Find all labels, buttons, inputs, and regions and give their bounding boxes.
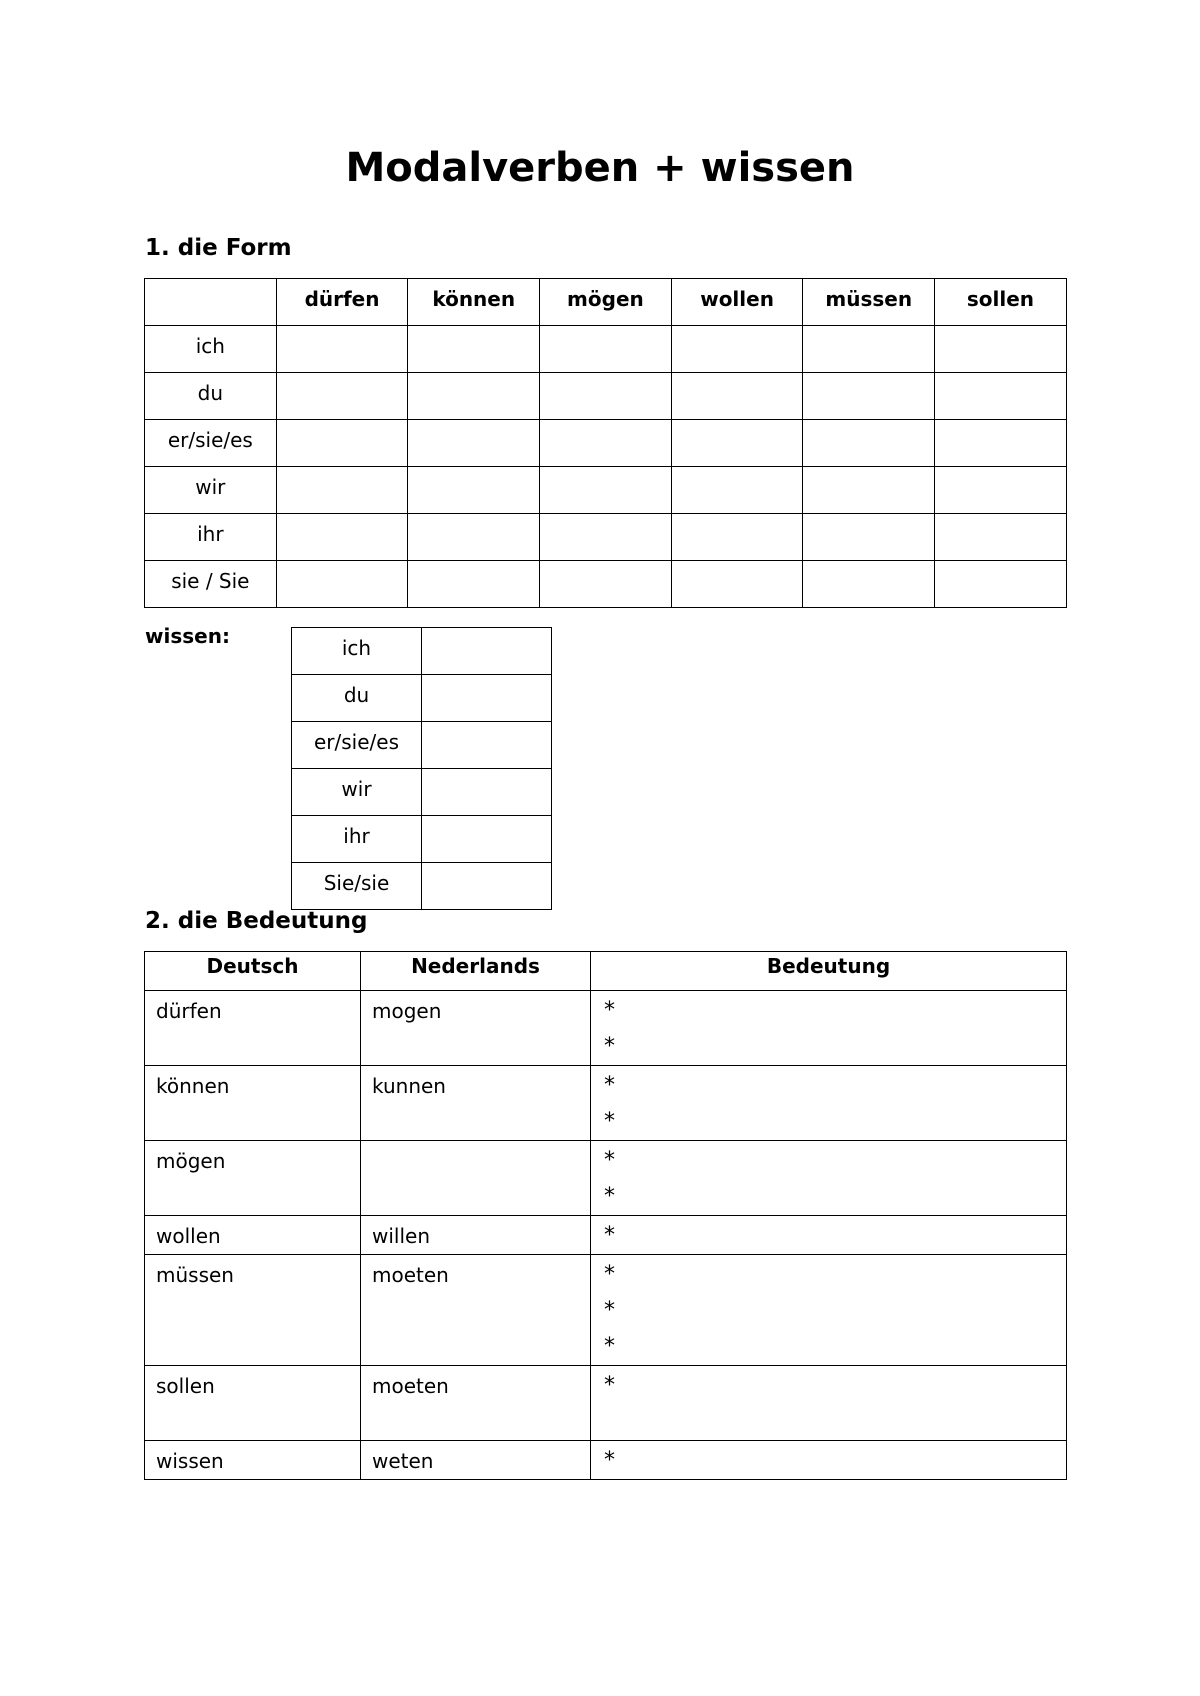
nederlands-cell: kunnen [361, 1066, 591, 1141]
answer-cell[interactable] [422, 769, 552, 816]
section-heading-meaning: 2. die Bedeutung [145, 908, 368, 934]
bedeutung-cell[interactable] [591, 1441, 1067, 1480]
answer-cell[interactable] [422, 722, 552, 769]
nederlands-cell: weten [361, 1441, 591, 1480]
pronoun-cell: du [292, 675, 422, 722]
bullet-star: * [604, 1373, 615, 1398]
bullet-spacer [604, 1404, 1056, 1440]
answer-cell[interactable] [276, 420, 408, 467]
answer-cell[interactable] [803, 514, 935, 561]
form-header-cell: mögen [540, 279, 672, 326]
answer-cell[interactable] [540, 467, 672, 514]
answer-cell[interactable] [408, 373, 540, 420]
table-row [145, 991, 1067, 1066]
form-header-cell: dürfen [276, 279, 408, 326]
answer-cell[interactable] [671, 420, 803, 467]
bullet-star: * [604, 1184, 615, 1209]
answer-cell[interactable] [422, 628, 552, 675]
pronoun-cell: sie / Sie [145, 561, 277, 608]
bullet-star: * [604, 1073, 615, 1098]
meaning-header-cell: Nederlands [361, 952, 591, 991]
table-row [145, 1141, 1067, 1216]
table-row [292, 722, 552, 769]
answer-cell[interactable] [422, 863, 552, 910]
pronoun-cell: Sie/sie [292, 863, 422, 910]
nederlands-cell[interactable] [361, 1141, 591, 1216]
answer-cell[interactable] [803, 326, 935, 373]
deutsch-cell: sollen [145, 1366, 361, 1441]
table-row [145, 1366, 1067, 1441]
answer-cell[interactable] [408, 467, 540, 514]
bullet-star: * [604, 1262, 615, 1287]
form-table [144, 278, 1067, 608]
bedeutung-cell[interactable] [591, 991, 1067, 1066]
answer-cell[interactable] [276, 467, 408, 514]
deutsch-cell: mögen [145, 1141, 361, 1216]
answer-cell[interactable] [935, 514, 1067, 561]
answer-cell[interactable] [935, 420, 1067, 467]
answer-cell[interactable] [422, 816, 552, 863]
answer-cell[interactable] [803, 373, 935, 420]
pronoun-cell: ihr [292, 816, 422, 863]
table-row [145, 561, 1067, 608]
form-header-row [145, 279, 1067, 326]
deutsch-cell: müssen [145, 1255, 361, 1366]
table-row [145, 1066, 1067, 1141]
answer-cell[interactable] [422, 675, 552, 722]
answer-cell[interactable] [408, 420, 540, 467]
deutsch-cell: wissen [145, 1441, 361, 1480]
table-row [145, 514, 1067, 561]
deutsch-cell: können [145, 1066, 361, 1141]
bedeutung-cell[interactable] [591, 1216, 1067, 1255]
answer-cell[interactable] [671, 326, 803, 373]
form-header-cell [145, 279, 277, 326]
wissen-table [291, 627, 552, 910]
form-header-cell: müssen [803, 279, 935, 326]
deutsch-cell: dürfen [145, 991, 361, 1066]
bullet-star: * [604, 1109, 615, 1134]
pronoun-cell: er/sie/es [145, 420, 277, 467]
table-row [145, 326, 1067, 373]
answer-cell[interactable] [540, 420, 672, 467]
bullet-star: * [604, 1148, 615, 1173]
answer-cell[interactable] [671, 561, 803, 608]
table-row [145, 1441, 1067, 1480]
bullet-star: * [604, 1298, 615, 1323]
answer-cell[interactable] [803, 561, 935, 608]
table-row [145, 1255, 1067, 1366]
answer-cell[interactable] [408, 514, 540, 561]
form-header-cell: wollen [671, 279, 803, 326]
form-header-cell: sollen [935, 279, 1067, 326]
pronoun-cell: ich [292, 628, 422, 675]
form-header-cell: können [408, 279, 540, 326]
meaning-header-row [145, 952, 1067, 991]
bedeutung-cell[interactable] [591, 1141, 1067, 1216]
answer-cell[interactable] [276, 514, 408, 561]
answer-cell[interactable] [935, 373, 1067, 420]
wissen-label: wissen: [145, 624, 230, 648]
table-row [292, 769, 552, 816]
pronoun-cell: wir [145, 467, 277, 514]
bullet-star: * [604, 1448, 615, 1473]
answer-cell[interactable] [935, 326, 1067, 373]
table-row [292, 675, 552, 722]
bullet-star: * [604, 1223, 615, 1248]
table-row [145, 467, 1067, 514]
answer-cell[interactable] [671, 514, 803, 561]
answer-cell[interactable] [671, 467, 803, 514]
page-title: Modalverben + wissen [345, 145, 855, 191]
meaning-table [144, 951, 1067, 1480]
table-row [292, 816, 552, 863]
answer-cell[interactable] [540, 561, 672, 608]
answer-cell[interactable] [276, 373, 408, 420]
answer-cell[interactable] [803, 420, 935, 467]
answer-cell[interactable] [671, 373, 803, 420]
pronoun-cell: er/sie/es [292, 722, 422, 769]
answer-cell[interactable] [935, 467, 1067, 514]
meaning-header-cell: Bedeutung [591, 952, 1067, 991]
nederlands-cell: moeten [361, 1366, 591, 1441]
table-row [292, 863, 552, 910]
bedeutung-cell[interactable] [591, 1255, 1067, 1366]
bullet-star: * [604, 998, 615, 1023]
answer-cell[interactable] [803, 467, 935, 514]
pronoun-cell: ich [145, 326, 277, 373]
meaning-header-cell: Deutsch [145, 952, 361, 991]
answer-cell[interactable] [276, 561, 408, 608]
table-row [145, 420, 1067, 467]
deutsch-cell: wollen [145, 1216, 361, 1255]
bullet-star: * [604, 1034, 615, 1059]
nederlands-cell: mogen [361, 991, 591, 1066]
nederlands-cell: willen [361, 1216, 591, 1255]
answer-cell[interactable] [276, 326, 408, 373]
nederlands-cell: moeten [361, 1255, 591, 1366]
table-row [292, 628, 552, 675]
pronoun-cell: du [145, 373, 277, 420]
answer-cell[interactable] [408, 561, 540, 608]
answer-cell[interactable] [540, 326, 672, 373]
section-heading-form: 1. die Form [145, 235, 292, 261]
table-row [145, 373, 1067, 420]
answer-cell[interactable] [408, 326, 540, 373]
bedeutung-cell[interactable] [591, 1366, 1067, 1441]
answer-cell[interactable] [935, 561, 1067, 608]
bedeutung-cell[interactable] [591, 1066, 1067, 1141]
pronoun-cell: wir [292, 769, 422, 816]
answer-cell[interactable] [540, 514, 672, 561]
answer-cell[interactable] [540, 373, 672, 420]
pronoun-cell: ihr [145, 514, 277, 561]
table-row [145, 1216, 1067, 1255]
bullet-star: * [604, 1334, 615, 1359]
